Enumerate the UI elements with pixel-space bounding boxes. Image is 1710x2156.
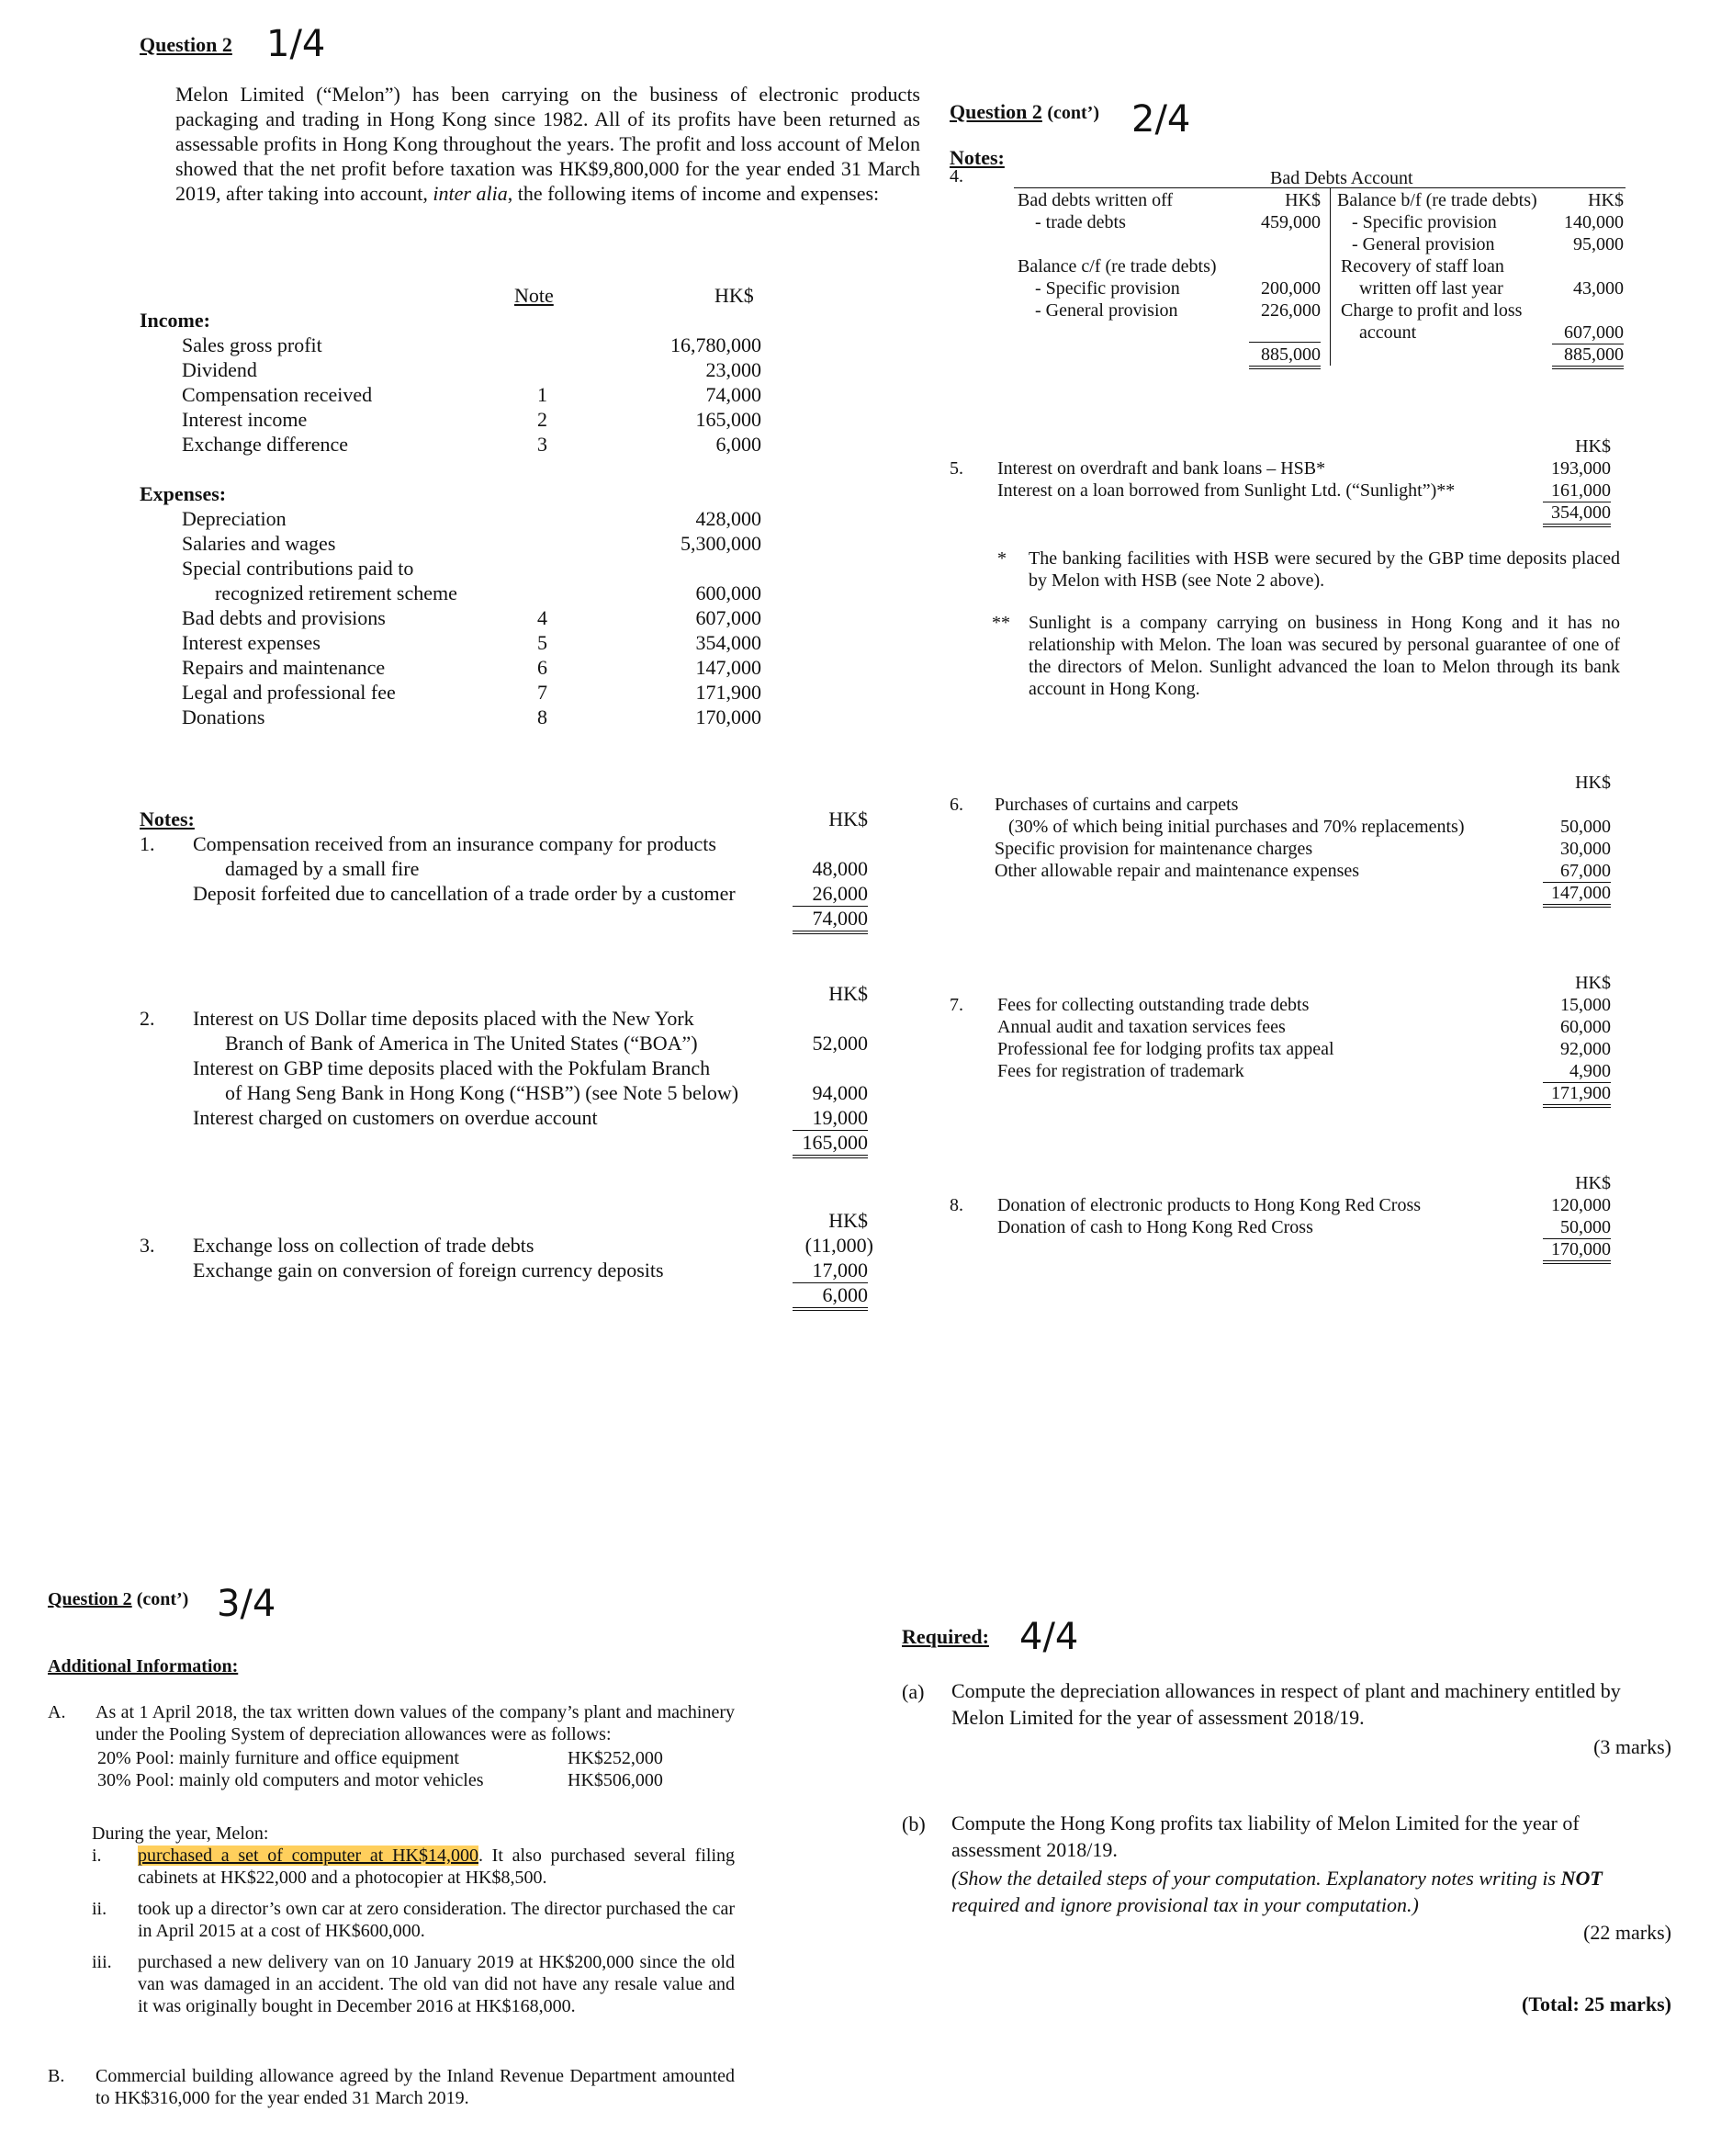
note-line: Exchange gain on conversion of foreign currency deposits — [193, 1259, 664, 1281]
note-line: of Hang Seng Bank in Hong Kong (“HSB”) (see Note 5 below) — [225, 1081, 739, 1104]
note-line: Annual audit and taxation services fees — [997, 1017, 1286, 1037]
note-amount: 19,000 — [793, 1105, 868, 1131]
item-mark: B. — [48, 2066, 65, 2086]
note6-hk: HK$ — [1575, 773, 1611, 793]
note-line: Specific provision for maintenance charges — [995, 839, 1313, 859]
account-right-amount: 607,000 — [1552, 322, 1624, 344]
note-line: Fees for registration of trademark — [997, 1061, 1244, 1081]
expense-amount: 607,000 — [695, 606, 761, 629]
expense-label: Legal and professional fee — [182, 681, 396, 704]
note-amount: 67,000 — [1543, 860, 1611, 883]
q4-page-mark: 4/4 — [1019, 1616, 1079, 1658]
pool-30-label: 30% Pool: mainly old computers and motor vehicles — [97, 1770, 484, 1790]
note-amount: 4,900 — [1543, 1060, 1611, 1083]
item-b-text: Commercial building allowance agreed by the Inland Revenue Department amounted to HK$316,000 for the year ended 31 March 2019. — [96, 2066, 735, 2108]
note-number: 7. — [950, 995, 963, 1015]
note-line: Donation of cash to Hong Kong Red Cross — [997, 1217, 1313, 1237]
part-b-text: Compute the Hong Kong profits tax liability of Melon Limited for the year of assessment 2018/19. — [951, 1812, 1580, 1861]
income-heading: Income: — [140, 309, 210, 332]
footnote-text: The banking facilities with HSB were secured by the GBP time deposits placed by Melon with HSB (see Note 2 above). — [1029, 548, 1620, 591]
income-label: Dividend — [182, 358, 257, 381]
account-left-line: - General provision — [1035, 300, 1178, 321]
account-right-amount: 140,000 — [1564, 212, 1624, 232]
note-line: Exchange loss on collection of trade debts — [193, 1234, 534, 1257]
note1-hk: HK$ — [828, 807, 868, 830]
income-note: 2 — [537, 408, 547, 431]
note-amount: 52,000 — [812, 1032, 868, 1055]
note-total: 165,000 — [793, 1130, 868, 1158]
note-amount: 120,000 — [1551, 1195, 1611, 1215]
item-mark: A. — [48, 1702, 66, 1722]
income-label: Exchange difference — [182, 433, 348, 456]
col-hk-header: HK$ — [714, 284, 754, 307]
income-note: 1 — [537, 383, 547, 406]
part-b-marks: (22 marks) — [1583, 1921, 1671, 1944]
footnote-text: Sunlight is a company carrying on business in Hong Kong and it has no relationship with Melon. The loan was secured by personal guarantee of one of the directors of Melon. Sunlight advanced the loan to Melon through its bank account in Hong Kong. — [1029, 613, 1620, 699]
note-line: (30% of which being initial purchases and 70% replacements) — [1008, 817, 1465, 837]
account-left-line: - trade debts — [1035, 212, 1126, 232]
q2-page-mark: 2/4 — [1131, 98, 1191, 141]
account-center-rule — [1330, 187, 1331, 366]
note-amount: (11,000) — [804, 1234, 873, 1257]
expense-amount: 600,000 — [695, 581, 761, 604]
income-amount: 74,000 — [705, 383, 761, 406]
account-left-amount: 459,000 — [1261, 212, 1321, 232]
note-total: 170,000 — [1543, 1238, 1611, 1264]
note8-hk: HK$ — [1575, 1173, 1611, 1193]
expense-label: Bad debts and provisions — [182, 606, 386, 629]
sub-item-i-text: purchased a set of computer at HK$14,000. It also purchased several filing cabinets at HK$22,000 and a photocopier at HK$8,500. — [138, 1846, 736, 1888]
expense-amount: 147,000 — [695, 656, 761, 679]
note-total: 6,000 — [793, 1282, 868, 1311]
account-left-line: Bad debts written off — [1018, 190, 1174, 210]
note7-hk: HK$ — [1575, 973, 1611, 993]
note3-hk: HK$ — [828, 1209, 868, 1232]
account-right-line: Recovery of staff loan — [1341, 256, 1504, 277]
expense-amount: 354,000 — [695, 631, 761, 654]
note-line: Interest on a loan borrowed from Sunlight Ltd. (“Sunlight”)** — [997, 480, 1456, 501]
note-line: Donation of electronic products to Hong Kong Red Cross — [997, 1195, 1422, 1215]
pool-20-amount: HK$252,000 — [568, 1748, 663, 1768]
expense-note: 5 — [537, 631, 547, 654]
expense-note: 4 — [537, 606, 547, 629]
account-left-amount: 200,000 — [1261, 278, 1321, 299]
note-line: Interest on GBP time deposits placed with the Pokfulam Branch — [193, 1056, 711, 1079]
q1-title: Question 2 — [140, 33, 232, 56]
account-left-total: 885,000 — [1249, 344, 1321, 369]
income-note: 3 — [537, 433, 547, 456]
note-amount: 161,000 — [1543, 480, 1611, 502]
col-note-header: Note — [514, 284, 554, 307]
income-amount: 23,000 — [705, 358, 761, 381]
note-amount: 30,000 — [1560, 839, 1611, 859]
q2-title: Question 2 (cont’) — [950, 100, 1099, 123]
sub-item-mark: ii. — [92, 1899, 107, 1919]
account-rule — [1249, 342, 1321, 343]
part-mark: (b) — [902, 1812, 926, 1835]
account-top-rule — [1014, 187, 1626, 188]
note-amount: 92,000 — [1560, 1039, 1611, 1059]
q1-page-mark: 1/4 — [266, 23, 326, 65]
note-total: 74,000 — [793, 906, 868, 934]
q3-title: Question 2 (cont’) — [48, 1589, 189, 1609]
expense-note: 8 — [537, 705, 547, 728]
note-amount: 26,000 — [793, 881, 868, 907]
note-number: 4. — [950, 166, 963, 186]
expense-label: Interest expenses — [182, 631, 321, 654]
expense-amount: 428,000 — [695, 507, 761, 530]
additional-info-heading: Additional Information: — [48, 1656, 239, 1676]
q1-intro: Melon Limited (“Melon”) has been carrying on the business of electronic products packaging and trading in Hong Kong since 1982. All of its profits have been returned as assessable profits in Hong Kong throughout the years. The profit and loss account of Melon showed that the net profit before taxation was HK$9,800,000 for the year ended 31 March 2019, after taking into account, inter alia, the following items of income and expenses: — [175, 83, 920, 205]
sub-item-ii-text: took up a director’s own car at zero consideration. The director purchased the car in April 2015 at a cost of HK$600,000. — [138, 1899, 735, 1941]
pool-30-amount: HK$506,000 — [568, 1770, 663, 1790]
item-a-text: As at 1 April 2018, the tax written down values of the company’s plant and machinery under the Pooling System of depreciation allowances were as follows: — [96, 1702, 735, 1744]
note2-hk: HK$ — [828, 982, 868, 1005]
q3-page-mark: 3/4 — [217, 1583, 276, 1625]
note-line: Branch of Bank of America in The United States (“BOA”) — [225, 1032, 698, 1055]
note-line: damaged by a small fire — [225, 857, 420, 880]
note-amount: 50,000 — [1560, 817, 1611, 837]
account-right-line: written off last year — [1359, 278, 1503, 299]
sub-item-mark: i. — [92, 1846, 102, 1866]
account-right-line: Balance b/f (re trade debts) — [1337, 190, 1537, 210]
expense-amount: 171,900 — [695, 681, 761, 704]
part-a-text: Compute the depreciation allowances in respect of plant and machinery entitled by Melon Limited for the year of assessment 2018/19. — [951, 1679, 1621, 1729]
q2-notes-heading: Notes: — [950, 146, 1005, 169]
note-line: Compensation received from an insurance company for products — [193, 832, 716, 855]
note-line: Other allowable repair and maintenance expenses — [995, 861, 1360, 881]
note-line: Deposit forfeited due to cancellation of a trade order by a customer — [193, 882, 736, 905]
note-amount: 193,000 — [1551, 458, 1611, 479]
required-heading: Required: — [902, 1625, 989, 1648]
note5-hk: HK$ — [1575, 436, 1611, 457]
note-number: 8. — [950, 1195, 963, 1215]
expense-label: recognized retirement scheme — [215, 581, 457, 604]
notes-heading: Notes: — [140, 807, 195, 830]
note-number: 5. — [950, 458, 963, 479]
footnote-mark: * — [997, 548, 1007, 569]
note-line: Interest on US Dollar time deposits placed with the New York — [193, 1007, 694, 1030]
footnote-mark: ** — [992, 613, 1010, 633]
expense-label: Special contributions paid to — [182, 557, 414, 580]
note-amount: 17,000 — [793, 1258, 868, 1283]
note-line: Fees for collecting outstanding trade debts — [997, 995, 1310, 1015]
expense-label: Repairs and maintenance — [182, 656, 386, 679]
account-right-hk: HK$ — [1588, 190, 1624, 210]
expense-label: Donations — [182, 705, 265, 728]
pool-20-label: 20% Pool: mainly furniture and office equipment — [97, 1748, 459, 1768]
account-right-line: Charge to profit and loss — [1341, 300, 1523, 321]
note-line: Interest charged on customers on overdue account — [193, 1106, 598, 1129]
during-year-text: During the year, Melon: — [92, 1823, 269, 1844]
expense-amount: 5,300,000 — [681, 532, 761, 555]
note-line: Interest on overdraft and bank loans – HSB* — [997, 458, 1326, 479]
account-left-amount: 226,000 — [1261, 300, 1321, 321]
account-right-line: - General provision — [1352, 234, 1495, 254]
note-line: Purchases of curtains and carpets — [995, 795, 1239, 815]
account-left-hk: HK$ — [1285, 190, 1321, 210]
note-amount: 94,000 — [812, 1081, 868, 1104]
account-right-amount: 95,000 — [1573, 234, 1624, 254]
income-label: Compensation received — [182, 383, 373, 406]
income-amount: 165,000 — [695, 408, 761, 431]
part-mark: (a) — [902, 1680, 925, 1703]
expense-label: Depreciation — [182, 507, 287, 530]
income-label: Sales gross profit — [182, 333, 322, 356]
account-left-line: Balance c/f (re trade debts) — [1018, 256, 1217, 277]
expense-note: 7 — [537, 681, 547, 704]
account-left-line: - Specific provision — [1035, 278, 1180, 299]
account-right-line: account — [1359, 322, 1417, 343]
expense-note: 6 — [537, 656, 547, 679]
part-b-instructions: (Show the detailed steps of your computation. Explanatory notes writing is NOT required and ignore provisional tax in your computation.) — [951, 1867, 1603, 1916]
note-total: 171,900 — [1543, 1082, 1611, 1108]
note-number: 2. — [140, 1007, 155, 1030]
sub-item-mark: iii. — [92, 1952, 112, 1972]
income-label: Interest income — [182, 408, 308, 431]
part-a-marks: (3 marks) — [1593, 1735, 1671, 1758]
account-right-amount: 43,000 — [1573, 278, 1624, 299]
note-number: 1. — [140, 832, 155, 855]
account-right-line: - Specific provision — [1352, 212, 1497, 232]
note-total: 354,000 — [1543, 502, 1611, 527]
note-amount: 60,000 — [1560, 1017, 1611, 1037]
income-amount: 16,780,000 — [670, 333, 761, 356]
expense-amount: 170,000 — [695, 705, 761, 728]
account-title: Bad Debts Account — [1270, 168, 1413, 188]
income-amount: 6,000 — [715, 433, 761, 456]
sub-item-iii-text: purchased a new delivery van on 10 January 2019 at HK$200,000 since the old van was damaged in an accident. The old van did not have any resale value and it was originally bought in December 2016 at HK$168,000. — [138, 1952, 735, 2016]
note-amount: 15,000 — [1560, 995, 1611, 1015]
note-number: 3. — [140, 1234, 155, 1257]
note-amount: 48,000 — [812, 857, 868, 880]
highlighted-text: purchased a set of computer at HK$14,000 — [138, 1846, 478, 1866]
expense-label: Salaries and wages — [182, 532, 336, 555]
note-amount: 50,000 — [1543, 1216, 1611, 1239]
note-line: Professional fee for lodging profits tax appeal — [997, 1039, 1334, 1059]
account-right-total: 885,000 — [1552, 344, 1624, 369]
note-number: 6. — [950, 795, 963, 815]
expense-heading: Expenses: — [140, 482, 227, 505]
note-total: 147,000 — [1543, 882, 1611, 908]
total-marks: (Total: 25 marks) — [1522, 1992, 1671, 2015]
